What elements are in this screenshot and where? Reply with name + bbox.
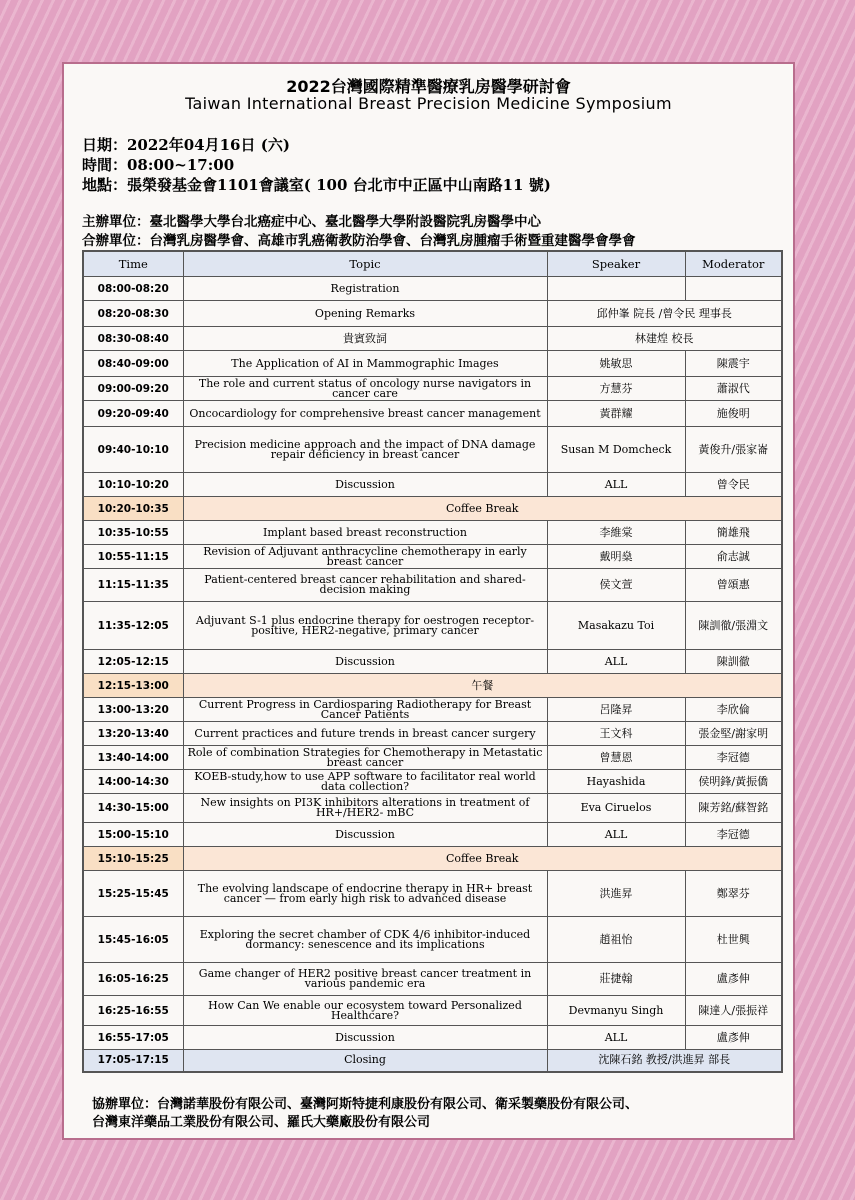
speaker-cell: 王文科 — [547, 722, 685, 746]
co-host-organizers: 合辦單位：台灣乳房醫學會、高雄市乳癌衛教防治學會、台灣乳房腫瘤手術暨重建醫學會學會 — [82, 233, 636, 249]
topic-cell: Closing — [183, 1050, 547, 1072]
speaker-cell: 呂隆昇 — [547, 698, 685, 722]
moderator-cell: 陳達人/張振祥 — [685, 996, 782, 1026]
table-row — [83, 401, 782, 427]
table-row — [83, 746, 782, 770]
moderator-cell: 杜世興 — [685, 917, 782, 963]
break-cell: Coffee Break — [183, 497, 782, 521]
topic-cell: Discussion — [183, 473, 547, 497]
table-row — [83, 377, 782, 401]
time-cell: 13:20-13:40 — [83, 722, 183, 746]
time-cell: 09:40-10:10 — [83, 427, 183, 473]
time-cell: 16:05-16:25 — [83, 963, 183, 996]
event-location: 地點：張榮發基金會1101會議室( 100 台北市中正區中山南路11 號) — [82, 176, 551, 194]
moderator-cell: 陳震宇 — [685, 351, 782, 377]
topic-cell: Patient-centered breast cancer rehabilitation and shared-decision making — [183, 569, 547, 602]
table-row — [83, 497, 782, 521]
table-row — [83, 473, 782, 497]
time-cell: 11:35-12:05 — [83, 602, 183, 650]
speaker-cell: 侯文萱 — [547, 569, 685, 602]
speaker-cell: Hayashida — [547, 770, 685, 794]
topic-cell: Discussion — [183, 650, 547, 674]
time-cell: 08:40-09:00 — [83, 351, 183, 377]
time-cell: 08:00-08:20 — [83, 277, 183, 301]
table-row — [83, 871, 782, 917]
table-row — [83, 963, 782, 996]
table-row — [83, 521, 782, 545]
topic-cell: How Can We enable our ecosystem toward Personalized Healthcare? — [183, 996, 547, 1026]
schedule-table — [82, 250, 783, 1073]
topic-cell: Registration — [183, 277, 547, 301]
table-row — [83, 847, 782, 871]
time-cell: 10:10-10:20 — [83, 473, 183, 497]
table-row — [83, 545, 782, 569]
moderator-cell: 黃俊升/張家崙 — [685, 427, 782, 473]
speaker-cell: ALL — [547, 1026, 685, 1050]
time-cell: 12:05-12:15 — [83, 650, 183, 674]
topic-cell: Exploring the secret chamber of CDK 4/6 inhibitor-induced dormancy: senescence and its implications — [183, 917, 547, 963]
moderator-cell: 盧彥伸 — [685, 1026, 782, 1050]
event-time: 時間：08:00~17:00 — [82, 156, 235, 174]
header-topic: Topic — [183, 251, 547, 277]
table-row — [83, 794, 782, 823]
speaker-cell — [547, 277, 685, 301]
time-cell: 17:05-17:15 — [83, 1050, 183, 1072]
break-cell: Coffee Break — [183, 847, 782, 871]
moderator-cell: 侯明鋒/黃振僑 — [685, 770, 782, 794]
time-cell: 12:15-13:00 — [83, 674, 183, 698]
table-row — [83, 698, 782, 722]
topic-cell: Implant based breast reconstruction — [183, 521, 547, 545]
moderator-cell: 曾頌惠 — [685, 569, 782, 602]
table-row — [83, 327, 782, 351]
time-cell: 13:40-14:00 — [83, 746, 183, 770]
time-cell: 14:00-14:30 — [83, 770, 183, 794]
time-cell: 15:25-15:45 — [83, 871, 183, 917]
topic-cell: Current Progress in Cardiosparing Radiotherapy for Breast Cancer Patients — [183, 698, 547, 722]
table-row — [83, 770, 782, 794]
table-row — [83, 1026, 782, 1050]
moderator-cell: 簡雄飛 — [685, 521, 782, 545]
moderator-cell: 陳訓徹/張淵文 — [685, 602, 782, 650]
speaker-cell: 戴明燊 — [547, 545, 685, 569]
time-cell: 15:00-15:10 — [83, 823, 183, 847]
topic-cell: Oncocardiology for comprehensive breast cancer management — [183, 401, 547, 427]
moderator-cell: 張金堅/謝家明 — [685, 722, 782, 746]
topic-cell: Current practices and future trends in breast cancer surgery — [183, 722, 547, 746]
time-cell: 15:45-16:05 — [83, 917, 183, 963]
moderator-cell: 施俊明 — [685, 401, 782, 427]
title-english: Taiwan International Breast Precision Medicine Symposium — [185, 94, 672, 113]
sponsors-line-2: 台灣東洋藥品工業股份有限公司、羅氏大藥廠股份有限公司 — [92, 1115, 431, 1130]
speaker-cell: Eva Ciruelos — [547, 794, 685, 823]
speaker-cell: 姚敏思 — [547, 351, 685, 377]
speaker-cell: ALL — [547, 650, 685, 674]
sponsors-line-1: 協辦單位：台灣諾華股份有限公司、臺灣阿斯特捷利康股份有限公司、衛采製藥股份有限公司、 — [92, 1097, 639, 1112]
table-row — [83, 674, 782, 698]
moderator-cell: 蕭淑代 — [685, 377, 782, 401]
topic-cell: Precision medicine approach and the impact of DNA damage repair deficiency in breast cancer — [183, 427, 547, 473]
topic-cell: 貴賓致詞 — [183, 327, 547, 351]
topic-cell: Game changer of HER2 positive breast cancer treatment in various pandemic era — [183, 963, 547, 996]
speaker-cell: 李維棠 — [547, 521, 685, 545]
table-header-row — [83, 251, 782, 277]
topic-cell: New insights on PI3K inhibitors alterations in treatment of HR+/HER2- mBC — [183, 794, 547, 823]
header-moderator: Moderator — [685, 251, 782, 277]
topic-cell: Discussion — [183, 823, 547, 847]
table-row — [83, 917, 782, 963]
speaker-cell: 邱仲峯 院長 /曾令民 理事長 — [547, 301, 782, 327]
host-organizers: 主辦單位：臺北醫學大學台北癌症中心、臺北醫學大學附設醫院乳房醫學中心 — [82, 214, 541, 230]
program-sheet — [62, 62, 795, 1140]
time-cell: 13:00-13:20 — [83, 698, 183, 722]
table-row — [83, 602, 782, 650]
speaker-cell: 黃群耀 — [547, 401, 685, 427]
table-row — [83, 1050, 782, 1072]
speaker-cell: 趙祖怡 — [547, 917, 685, 963]
speaker-cell: Masakazu Toi — [547, 602, 685, 650]
title-chinese: 2022台灣國際精準醫療乳房醫學研討會 — [286, 77, 571, 96]
topic-cell: The role and current status of oncology nurse navigators in cancer care — [183, 377, 547, 401]
time-cell: 10:55-11:15 — [83, 545, 183, 569]
moderator-cell — [685, 277, 782, 301]
topic-cell: The evolving landscape of endocrine therapy in HR+ breast cancer — from early high risk to advanced disease — [183, 871, 547, 917]
speaker-cell: 莊捷翰 — [547, 963, 685, 996]
table-row — [83, 351, 782, 377]
speaker-cell: 沈陳石銘 教授/洪進昇 部長 — [547, 1050, 782, 1072]
speaker-cell: 曾慧恩 — [547, 746, 685, 770]
time-cell: 11:15-11:35 — [83, 569, 183, 602]
topic-cell: Role of combination Strategies for Chemotherapy in Metastatic breast cancer — [183, 746, 547, 770]
moderator-cell: 盧彥伸 — [685, 963, 782, 996]
table-row — [83, 722, 782, 746]
moderator-cell: 李冠德 — [685, 746, 782, 770]
moderator-cell: 俞志誠 — [685, 545, 782, 569]
speaker-cell: Susan M Domcheck — [547, 427, 685, 473]
moderator-cell: 陳芳銘/蘇智銘 — [685, 794, 782, 823]
time-cell: 09:00-09:20 — [83, 377, 183, 401]
speaker-cell: ALL — [547, 823, 685, 847]
speaker-cell: 林建煌 校長 — [547, 327, 782, 351]
speaker-cell: Devmanyu Singh — [547, 996, 685, 1026]
header-time: Time — [83, 251, 183, 277]
topic-cell: Opening Remarks — [183, 301, 547, 327]
topic-cell: Revision of Adjuvant anthracycline chemotherapy in early breast cancer — [183, 545, 547, 569]
event-date: 日期：2022年04月16日 (六) — [82, 136, 290, 154]
time-cell: 08:20-08:30 — [83, 301, 183, 327]
time-cell: 15:10-15:25 — [83, 847, 183, 871]
time-cell: 10:35-10:55 — [83, 521, 183, 545]
topic-cell: Discussion — [183, 1026, 547, 1050]
time-cell: 16:25-16:55 — [83, 996, 183, 1026]
break-cell: 午餐 — [183, 674, 782, 698]
moderator-cell: 鄭翠芬 — [685, 871, 782, 917]
topic-cell: The Application of AI in Mammographic Images — [183, 351, 547, 377]
time-cell: 16:55-17:05 — [83, 1026, 183, 1050]
table-row — [83, 569, 782, 602]
topic-cell: Adjuvant S-1 plus endocrine therapy for oestrogen receptor-positive, HER2-negative, primary cancer — [183, 602, 547, 650]
time-cell: 09:20-09:40 — [83, 401, 183, 427]
moderator-cell: 曾令民 — [685, 473, 782, 497]
speaker-cell: ALL — [547, 473, 685, 497]
time-cell: 14:30-15:00 — [83, 794, 183, 823]
table-row — [83, 427, 782, 473]
table-row — [83, 996, 782, 1026]
moderator-cell: 李冠德 — [685, 823, 782, 847]
header-speaker: Speaker — [547, 251, 685, 277]
moderator-cell: 李欣倫 — [685, 698, 782, 722]
time-cell: 10:20-10:35 — [83, 497, 183, 521]
speaker-cell: 洪進昇 — [547, 871, 685, 917]
moderator-cell: 陳訓徹 — [685, 650, 782, 674]
time-cell: 08:30-08:40 — [83, 327, 183, 351]
speaker-cell: 方慧芬 — [547, 377, 685, 401]
table-row — [83, 277, 782, 301]
table-row — [83, 301, 782, 327]
table-row — [83, 650, 782, 674]
topic-cell: KOEB-study,how to use APP software to facilitator real world data collection? — [183, 770, 547, 794]
table-row — [83, 823, 782, 847]
sponsors — [92, 1096, 638, 1132]
